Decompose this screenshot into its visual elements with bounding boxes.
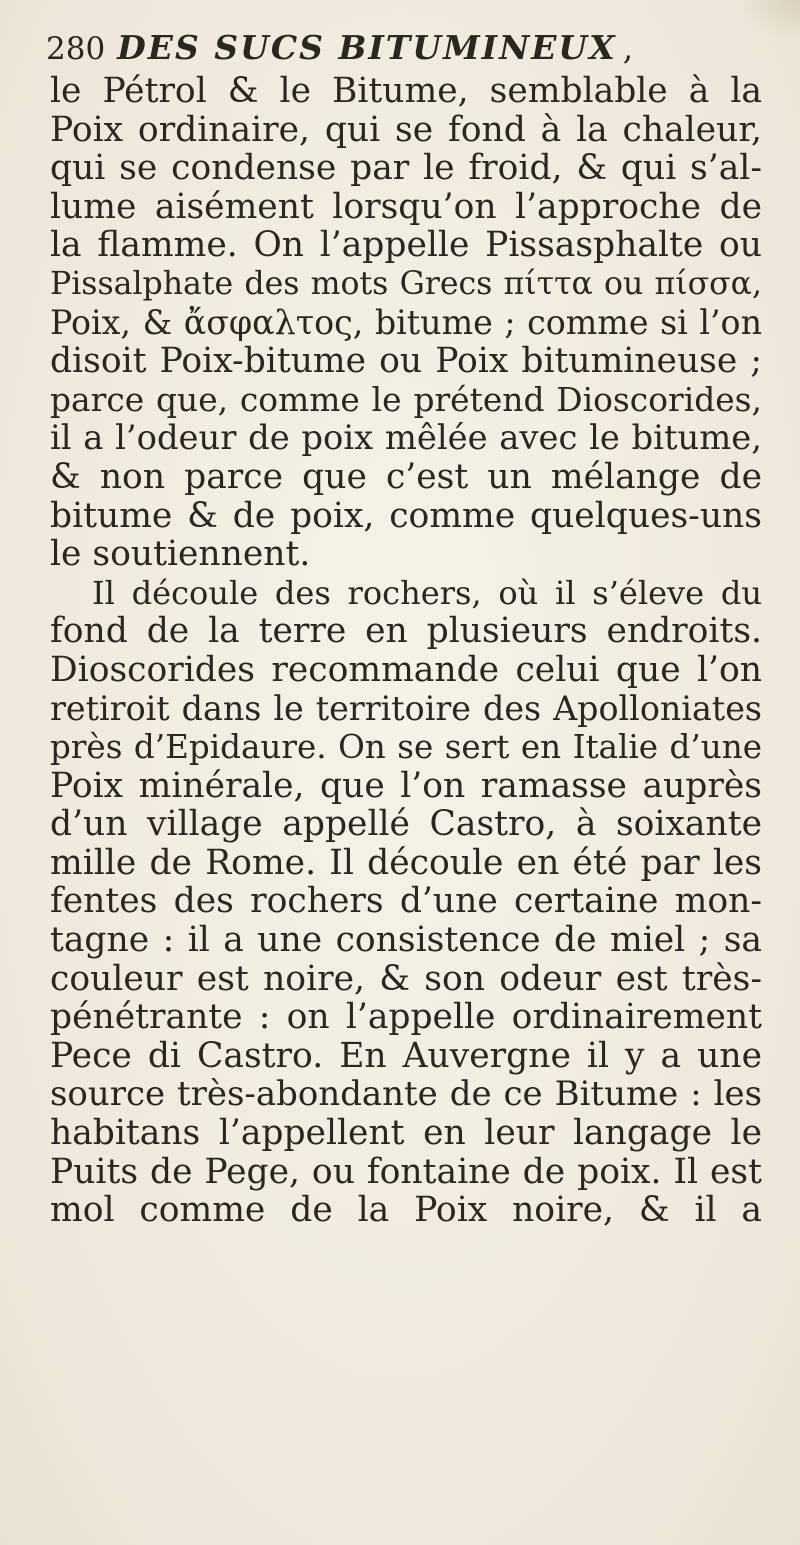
text-line: mille de Rome. Il découle en été par les: [50, 842, 762, 883]
text-line: le Pétrol & le Bitume, semblable à la: [50, 71, 762, 111]
text-line: Poix, & ἄσφαλτος, bitume ; comme si l’on: [50, 302, 762, 342]
text-line: pénétrante : on l’appelle ordinairement: [50, 997, 762, 1038]
text-line: fond de la terre en plusieurs endroits.: [50, 611, 762, 652]
body-text: [50, 72, 762, 1230]
text-line: Pissalphate des mots Grecs πίττα ou πίσσα,: [50, 265, 762, 302]
text-line: & non parce que c’est un mélange de: [50, 456, 762, 497]
text-line: couleur est noire, & son odeur est très-: [50, 958, 762, 999]
text-line: retiroit dans le territoire des Apolloniates: [50, 688, 762, 728]
text-line: source très-abondante de ce Bitume : les: [50, 1074, 762, 1115]
text-line: bitume & de poix, comme quelques-uns: [50, 495, 762, 536]
text-line: près d’Epidaure. On se sert en Italie d’une: [50, 728, 762, 767]
text-line: mol comme de la Poix noire, & il a: [50, 1190, 762, 1231]
running-title-punct: ,: [622, 28, 634, 67]
text-line: Dioscorides recommande celui que l’on: [50, 649, 762, 690]
page-number: 280: [46, 31, 106, 67]
text-line: Puits de Pege, ou fontaine de poix. Il est: [50, 1151, 762, 1192]
text-line: Poix minérale, que l’on ramasse auprès: [50, 765, 762, 806]
text-line: qui se condense par le froid, & qui s’al-: [50, 148, 762, 189]
text-line: Il découle des rochers, où il s’éleve du: [92, 573, 762, 612]
text-line: disoit Poix-bitume ou Poix bitumineuse ;: [50, 341, 762, 382]
running-title: DES SUCS BITUMINEUX: [117, 28, 617, 67]
paper-stain: [740, 0, 800, 40]
running-header: [46, 28, 633, 69]
text-line: il a l’odeur de poix mêlée avec le bitume,: [50, 418, 762, 458]
text-line: d’un village appellé Castro, à soixante: [50, 804, 762, 845]
text-line: Pece di Castro. En Auvergne il y a une: [50, 1035, 762, 1076]
text-line: parce que, comme le prétend Dioscorides,: [50, 379, 762, 419]
text-line: le soutiennent.: [50, 534, 311, 575]
text-line: Poix ordinaire, qui se fond à la chaleur,: [50, 109, 762, 150]
text-line: fentes des rochers d’une certaine mon-: [50, 881, 762, 922]
text-line: tagne : il a une consistence de miel ; sa: [50, 920, 762, 961]
text-line: habitans l’appellent en leur langage le: [50, 1113, 762, 1154]
text-line: la flamme. On l’appelle Pissasphalte ou: [50, 225, 762, 266]
text-line: lume aisément lorsqu’on l’approche de: [50, 186, 762, 227]
